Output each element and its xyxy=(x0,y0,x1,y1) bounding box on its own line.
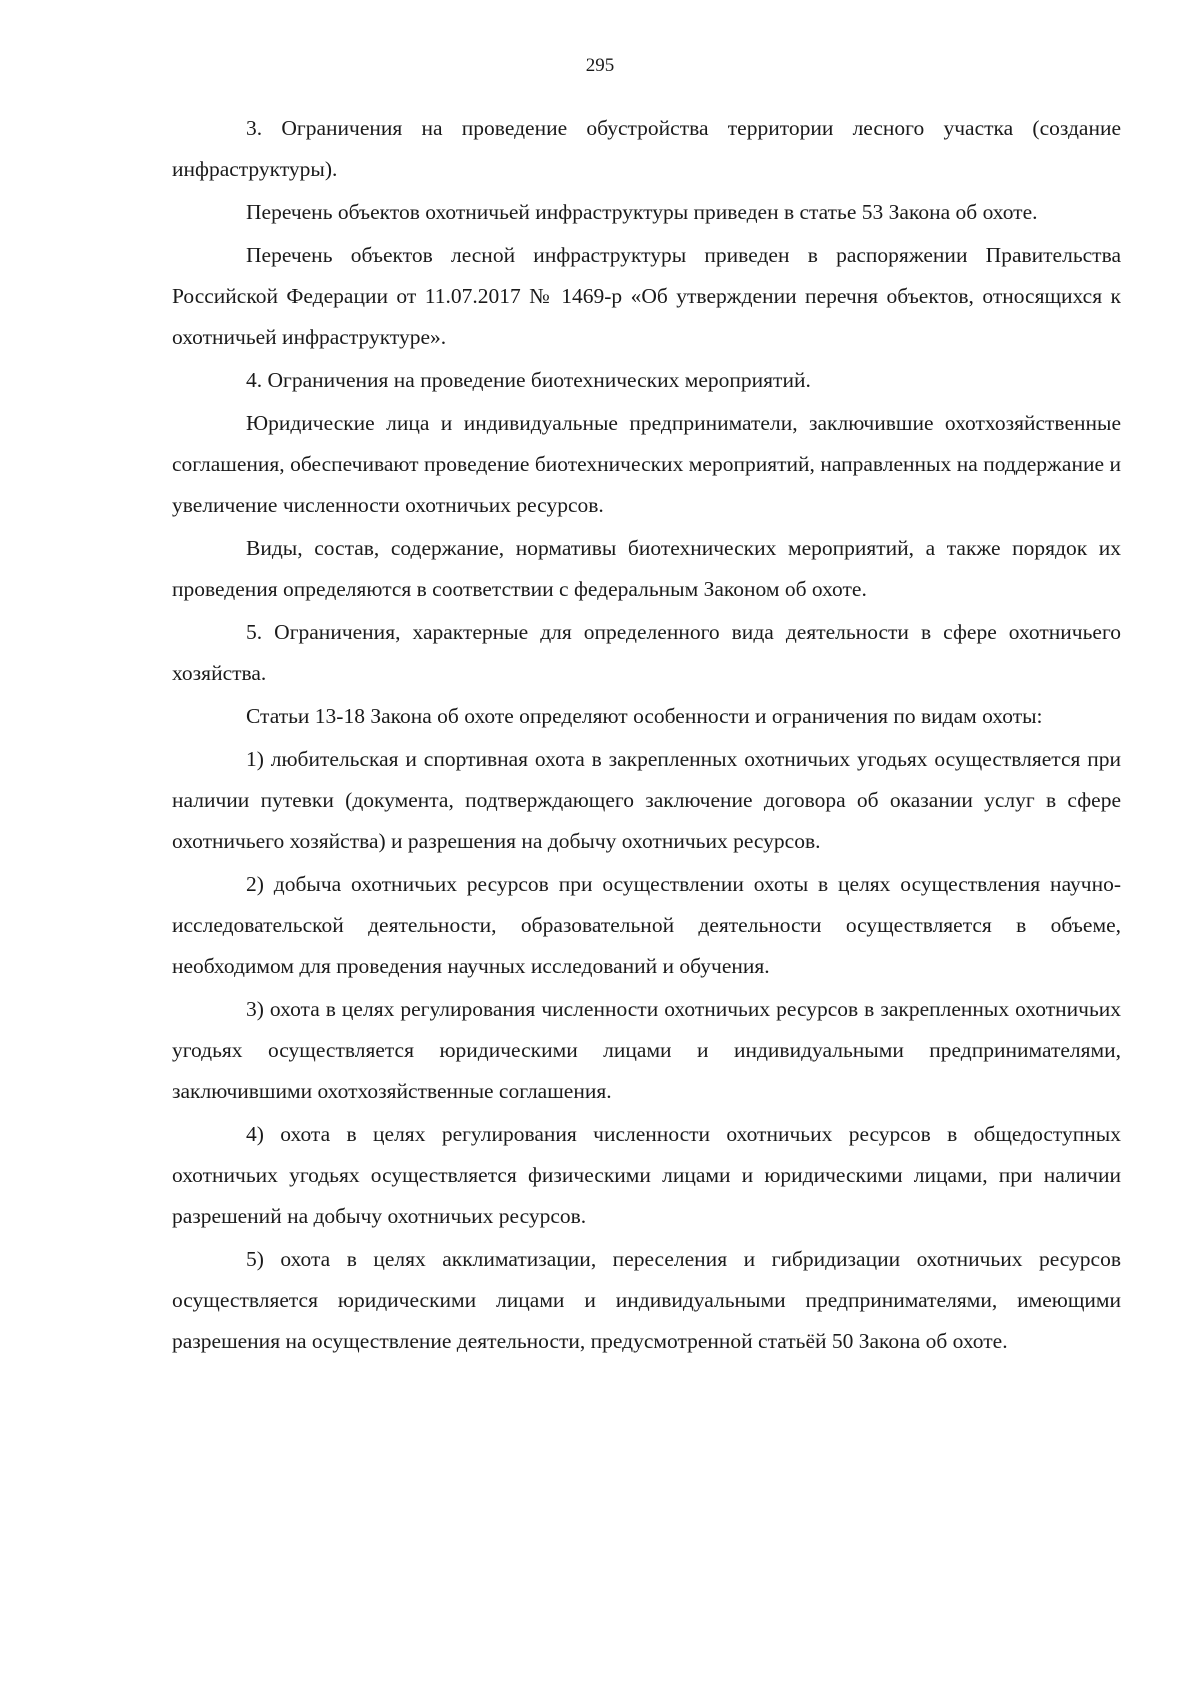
list-item-5: 5) охота в целях акклиматизации, переселения и гибридизации охотничьих ресурсов осуществляется юридическими лицами и индивидуальными предпринимателями, имеющими разрешения на осуществление деятельности, предусмотренной статьёй 50 Закона об охоте. xyxy=(172,1247,1121,1353)
list-item-4: 4) охота в целях регулирования численности охотничьих ресурсов в общедоступных охотничьих угодьях осуществляется физическими лицами и юридическими лицами, при наличии разрешений на добычу охотничьих ресурсов. xyxy=(172,1122,1121,1228)
paragraph-articles-13-18: Статьи 13-18 Закона об охоте определяют особенности и ограничения по видам охоты: xyxy=(246,704,1043,728)
document-body xyxy=(172,108,1121,1364)
paragraph-biotechnical-restrictions: 4. Ограничения на проведение биотехнических мероприятий. xyxy=(246,368,811,392)
paragraph-activity-restrictions: 5. Ограничения, характерные для определенного вида деятельности в сфере охотничьего хозяйства. xyxy=(172,620,1121,685)
paragraph-biotechnical-types: Виды, состав, содержание, нормативы биотехнических мероприятий, а также порядок их проведения определяются в соответствии с федеральным Законом об охоте. xyxy=(172,536,1121,601)
list-item-2: 2) добыча охотничьих ресурсов при осуществлении охоты в целях осуществления научно-исследовательской деятельности, образовательной деятельности осуществляется в объеме, необходимом для проведения научных исследований и обучения. xyxy=(172,872,1121,978)
list-item-1: 1) любительская и спортивная охота в закрепленных охотничьих угодьях осуществляется при наличии путевки (документа, подтверждающего заключение договора об оказании услуг в сфере охотничьего хозяйства) и разрешения на добычу охотничьих ресурсов. xyxy=(172,747,1121,853)
paragraph-forest-infrastructure-list: Перечень объектов лесной инфраструктуры приведен в распоряжении Правительства Российской Федерации от 11.07.2017 № 1469-р «Об утверждении перечня объектов, относящихся к охотничьей инфраструктуре». xyxy=(172,243,1121,349)
page-number: 295 xyxy=(585,55,615,76)
paragraph-infrastructure-restrictions: 3. Ограничения на проведение обустройства территории лесного участка (создание инфраструктуры). xyxy=(172,116,1121,181)
paragraph-hunting-infrastructure-list: Перечень объектов охотничьей инфраструктуры приведен в статье 53 Закона об охоте. xyxy=(246,200,1038,224)
paragraph-legal-entities-obligations: Юридические лица и индивидуальные предприниматели, заключившие охотхозяйственные соглашения, обеспечивают проведение биотехнических мероприятий, направленных на поддержание и увеличение численности охотничьих ресурсов. xyxy=(172,411,1121,517)
list-item-3: 3) охота в целях регулирования численности охотничьих ресурсов в закрепленных охотничьих угодьях осуществляется юридическими лицами и индивидуальными предпринимателями, заключившими охотхозяйственные соглашения. xyxy=(172,997,1121,1103)
